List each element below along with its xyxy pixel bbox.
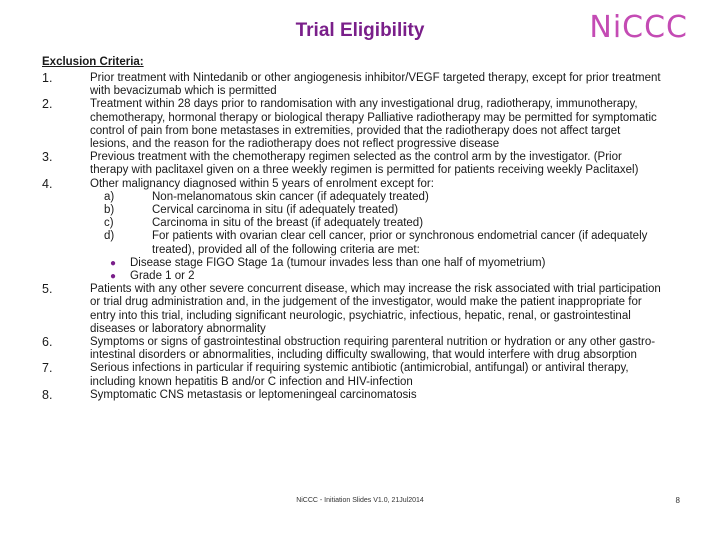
sub-item-letter: b) [104, 204, 115, 217]
sub-item [104, 191, 662, 204]
criterion-text: Patients with any other severe concurrent disease, which may increase the risk associated with trial participation or trial drug administration and, in the judgement of the investigator, would make the patient inappropriate for entry into this trial, including significant neurologic, psychiatric, infectious, hepatic, renal, or gastrointestinal diseases or laboratory abnormality [90, 283, 661, 335]
criterion-item [42, 336, 662, 362]
criterion-number: 1. [42, 71, 53, 85]
criterion-number: 6. [42, 335, 53, 350]
sub-item [104, 217, 662, 230]
criterion-number: 4. [42, 176, 53, 191]
criterion-number: 5. [42, 282, 53, 297]
criterion-number: 3. [42, 150, 53, 165]
criterion-text: Symptoms or signs of gastrointestinal obstruction requiring parenteral nutrition or hydration or any other gastro-intestinal disorders or abnormalities, including difficulty swallowing, that would interfere with drug absorption [90, 336, 656, 362]
criteria-list [42, 72, 662, 402]
sub-item-letter: c) [104, 217, 114, 230]
page-number: 8 [675, 496, 680, 505]
bullet-text: Grade 1 or 2 [130, 270, 195, 283]
sub-item-text: For patients with ovarian clear cell cancer, prior or synchronous endometrial cancer (if adequately treated), provided all of the following criteria are met: [152, 230, 648, 256]
bullet-item [110, 270, 662, 283]
criterion-item [42, 283, 662, 336]
criterion-number: 8. [42, 387, 53, 402]
sub-item-text: Non-melanomatous skin cancer (if adequately treated) [152, 190, 429, 203]
criterion-number: 2. [42, 97, 53, 112]
criterion-text: Treatment within 28 days prior to randomisation with any investigational drug, radiotherapy, immunotherapy, chemotherapy, hormonal therapy or biological therapy Palliative radiotherapy may be permitted for symptomatic control of pain from bone metastases in extremities, provided that the radiotherapy does not affect target lesions, and the reason for the radiotherapy does not reflect progressive disease [90, 98, 657, 151]
exclusion-criteria-heading: Exclusion Criteria: [42, 56, 144, 68]
bullet-icon: ● [110, 257, 117, 269]
bullet-icon: ● [110, 271, 117, 283]
criterion-item [42, 389, 662, 402]
criterion-text: Serious infections in particular if requiring systemic antibiotic (antimicrobial, antifungal) or antiviral therapy, including known hepatitis B and/or C infection and HIV-infection [90, 362, 629, 388]
sub-item [104, 230, 662, 256]
sub-item-letter: d) [104, 230, 115, 243]
sub-item-text: Cervical carcinoma in situ (if adequately treated) [152, 204, 399, 217]
criterion-text: Symptomatic CNS metastasis or leptomeningeal carcinomatosis [90, 388, 417, 401]
criterion-number: 7. [42, 361, 53, 376]
criterion-item [42, 98, 662, 151]
criterion-text: Prior treatment with Nintedanib or other angiogenesis inhibitor/VEGF targeted therapy, except for prior treatment with bevacizumab which is permitted [90, 72, 661, 98]
bullet-item [110, 257, 662, 270]
criterion-item [42, 178, 662, 191]
niccc-logo: NiCCC [589, 10, 688, 45]
criterion-item [42, 151, 662, 177]
criterion-text: Previous treatment with the chemotherapy regimen selected as the control arm by the investigator. (Prior therapy with paclitaxel given on a three weekly regimen is permitted for patients receiving weekly Paclitaxel) [90, 151, 639, 177]
criterion-text: Other malignancy diagnosed within 5 years of enrolment except for: [90, 177, 434, 190]
criterion-item [42, 72, 662, 98]
slide-title: Trial Eligibility [295, 20, 425, 41]
sub-item [104, 204, 662, 217]
bullet-text: Disease stage FIGO Stage 1a (tumour invades less than one half of myometrium) [130, 256, 546, 269]
criterion-item [42, 362, 662, 388]
sub-item-letter: a) [104, 190, 115, 203]
slide-footer: NiCCC - Initiation Slides V1.0, 21Jul2014 [296, 497, 424, 504]
sub-item-text: Carcinoma in situ of the breast (if adequately treated) [152, 217, 424, 230]
